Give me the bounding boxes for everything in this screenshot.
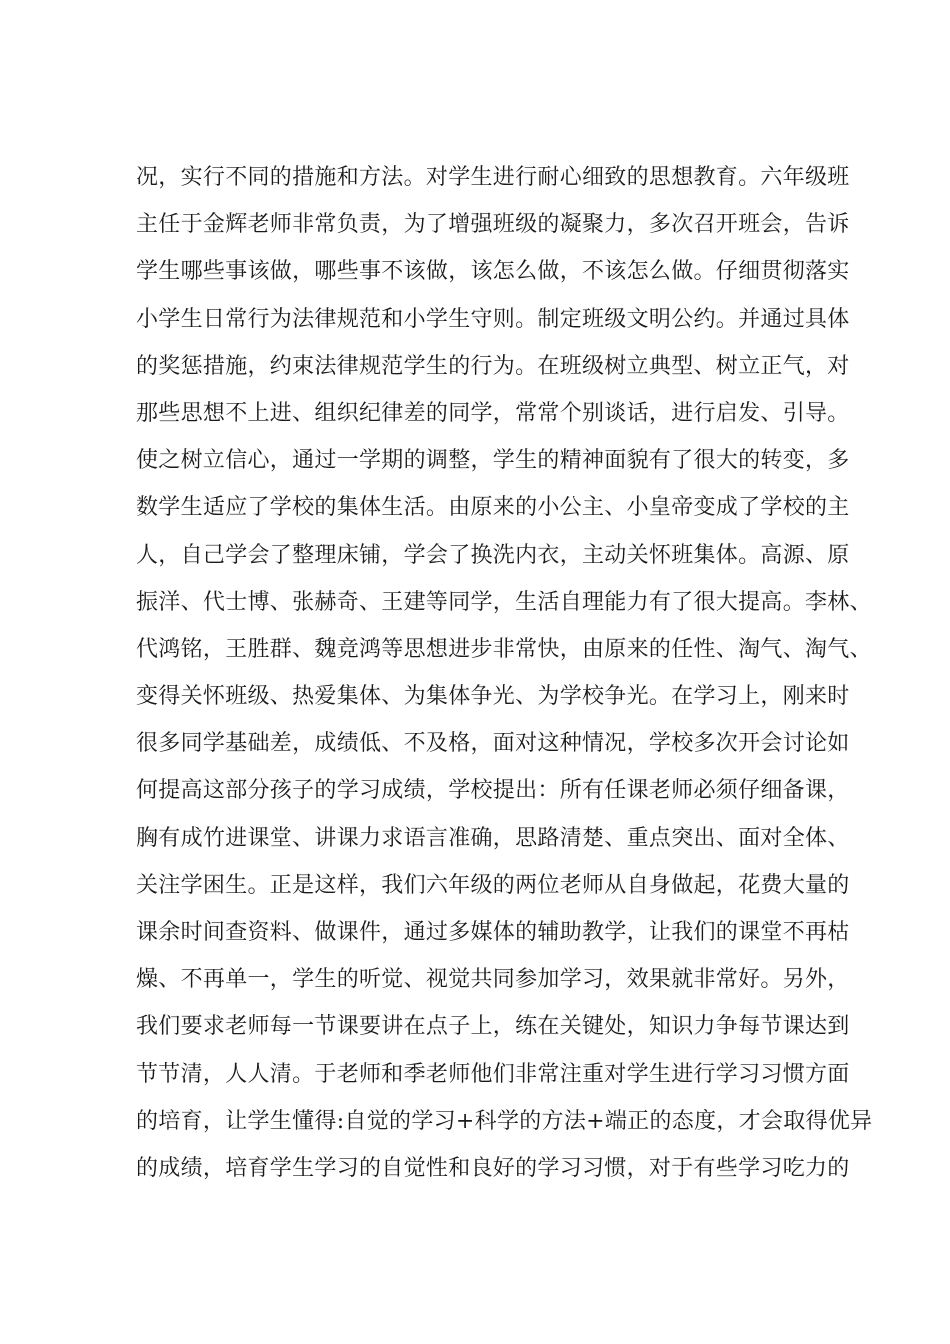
text-line: 小学生日常行为法律规范和小学生守则。制定班级文明公约。并通过具体 <box>136 306 850 332</box>
text-line: 节节清，人人清。于老师和季老师他们非常注重对学生进行学习习惯方面 <box>136 1061 850 1087</box>
text-line: 的奖惩措施，约束法律规范学生的行为。在班级树立典型、树立正气，对 <box>136 353 850 379</box>
text-line: 关注学困生。正是这样，我们六年级的两位老师从自身做起，花费大量的 <box>136 872 850 898</box>
text-line: 课余时间查资料、做课件，通过多媒体的辅助教学，让我们的课堂不再枯 <box>136 920 850 945</box>
text-line: 的培育，让学生懂得:自觉的学习+科学的方法+端正的态度，才会取得优异 <box>136 1108 873 1134</box>
text-line: 人，自己学会了整理床铺，学会了换洗内衣，主动关怀班集体。高源、原 <box>136 542 850 568</box>
text-line: 使之树立信心，通过一学期的调整，学生的精神面貌有了很大的转变，多 <box>136 448 850 474</box>
text-line: 数学生适应了学校的集体生活。由原来的小公主、小皇帝变成了学校的主 <box>136 495 850 521</box>
text-line: 振洋、代士博、张赫奇、王建等同学，生活自理能力有了很大提高。李林、 <box>136 589 872 615</box>
text-line: 我们要求老师每一节课要讲在点子上，练在关键处，知识力争每节课达到 <box>136 1014 850 1040</box>
text-line: 胸有成竹进课堂、讲课力求语言准确，思路清楚、重点突出、面对全体、 <box>136 825 850 851</box>
text-line: 燥、不再单一，学生的听觉、视觉共同参加学习，效果就非常好。另外， <box>136 967 850 993</box>
text-line: 学生哪些事该做，哪些事不该做，该怎么做，不该怎么做。仔细贯彻落实 <box>136 259 850 285</box>
text-line: 况，实行不同的措施和方法。对学生进行耐心细致的思想教育。六年级班 <box>136 165 850 190</box>
text-line: 的成绩，培育学生学习的自觉性和良好的学习习惯，对于有些学习吃力的 <box>136 1155 850 1181</box>
text-line: 主任于金辉老师非常负责，为了增强班级的凝聚力，多次召开班会，告诉 <box>136 212 850 238</box>
body-text <box>136 154 876 1192</box>
text-line: 代鸿铭，王胜群、魏竞鸿等思想进步非常快，由原来的任性、淘气、淘气、 <box>136 636 872 662</box>
text-line: 那些思想不上进、组织纪律差的同学，常常个别谈话，进行启发、引导。 <box>136 400 850 426</box>
text-line: 变得关怀班级、热爱集体、为集体争光、为学校争光。在学习上，刚来时 <box>136 684 850 710</box>
text-line: 何提高这部分孩子的学习成绩，学校提出：所有任课老师必须仔细备课， <box>136 778 850 804</box>
text-line: 很多同学基础差，成绩低、不及格，面对这种情况，学校多次开会讨论如 <box>136 731 850 757</box>
